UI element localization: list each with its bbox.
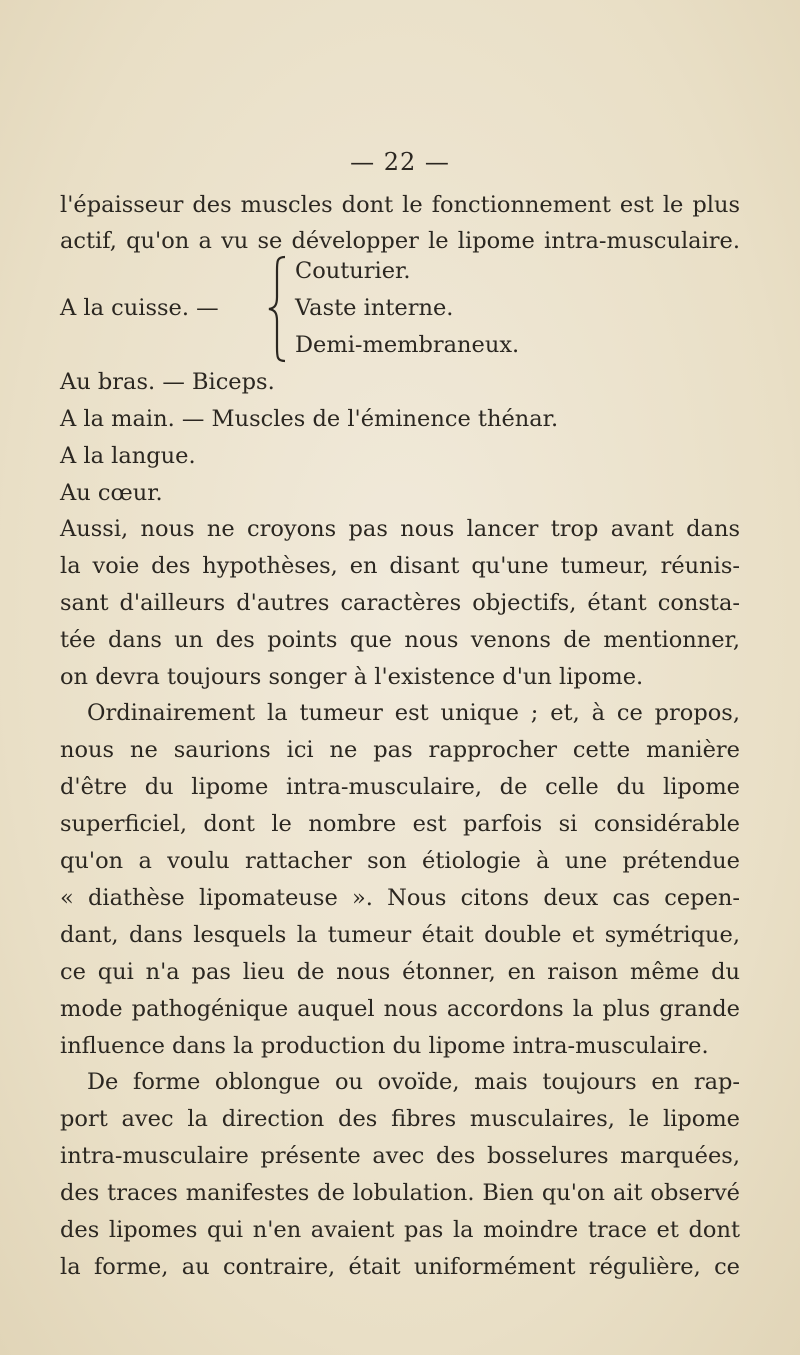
text-line: dant, dans lesquels la tumeur était double et symétrique, (60, 922, 740, 948)
text-line: sant d'ailleurs d'autres caractères objectifs, étant consta- (60, 590, 740, 616)
text-line: Aussi, nous ne croyons pas nous lancer trop avant dans (60, 516, 740, 542)
text-line: ce qui n'a pas lieu de nous étonner, en raison même du (60, 959, 740, 985)
text-line: port avec la direction des fibres musculaires, le lipome (60, 1106, 740, 1132)
text-line: des lipomes qui n'en avaient pas la moindre trace et dont (60, 1217, 740, 1243)
text-line: Ordinairement la tumeur est unique ; et, à ce propos, (87, 700, 740, 726)
text-line: De forme oblongue ou ovoïde, mais toujours en rap- (87, 1069, 740, 1095)
text-line: l'épaisseur des muscles dont le fonctionnement est le plus (60, 192, 740, 218)
text-line: nous ne saurions ici ne pas rapprocher cette manière (60, 737, 740, 763)
text-line: mode pathogénique auquel nous accordons la plus grande (60, 996, 740, 1022)
text-line: superficiel, dont le nombre est parfois si considérable (60, 811, 740, 837)
text-line: d'être du lipome intra-musculaire, de celle du lipome (60, 774, 740, 800)
text-line: la voie des hypothèses, en disant qu'une tumeur, réunis- (60, 553, 740, 579)
text-line: influence dans la production du lipome intra-musculaire. (60, 1033, 709, 1059)
page-number: — 22 — (350, 148, 450, 176)
list-item: Demi-membraneux. (295, 332, 520, 358)
text-line: « diathèse lipomateuse ». Nous citons deux cas cepen- (60, 885, 740, 911)
text-line: la forme, au contraire, était uniformément régulière, ce (60, 1254, 740, 1280)
cuisse-muscle-list (295, 253, 519, 364)
location-line: Au bras. — Biceps. (60, 369, 275, 395)
location-line: A la main. — Muscles de l'éminence thénar. (60, 406, 559, 432)
text-line: intra-musculaire présente avec des bosselures marquées, (60, 1143, 740, 1169)
text-line: actif, qu'on a vu se développer le lipome intra-musculaire. (60, 228, 740, 254)
text-line: on devra toujours songer à l'existence d'un lipome. (60, 664, 644, 690)
cuisse-label: A la cuisse. — (60, 295, 219, 321)
text-line: qu'on a voulu rattacher son étiologie à une prétendue (60, 848, 740, 874)
curly-brace-icon (265, 253, 291, 365)
location-line: A la langue. (60, 443, 196, 469)
list-item: Couturier. (295, 258, 411, 284)
list-item: Vaste interne. (295, 295, 454, 321)
location-line: Au cœur. (60, 480, 163, 506)
text-line: tée dans un des points que nous venons de mentionner, (60, 627, 740, 653)
text-line: des traces manifestes de lobulation. Bien qu'on ait observé (60, 1180, 740, 1206)
